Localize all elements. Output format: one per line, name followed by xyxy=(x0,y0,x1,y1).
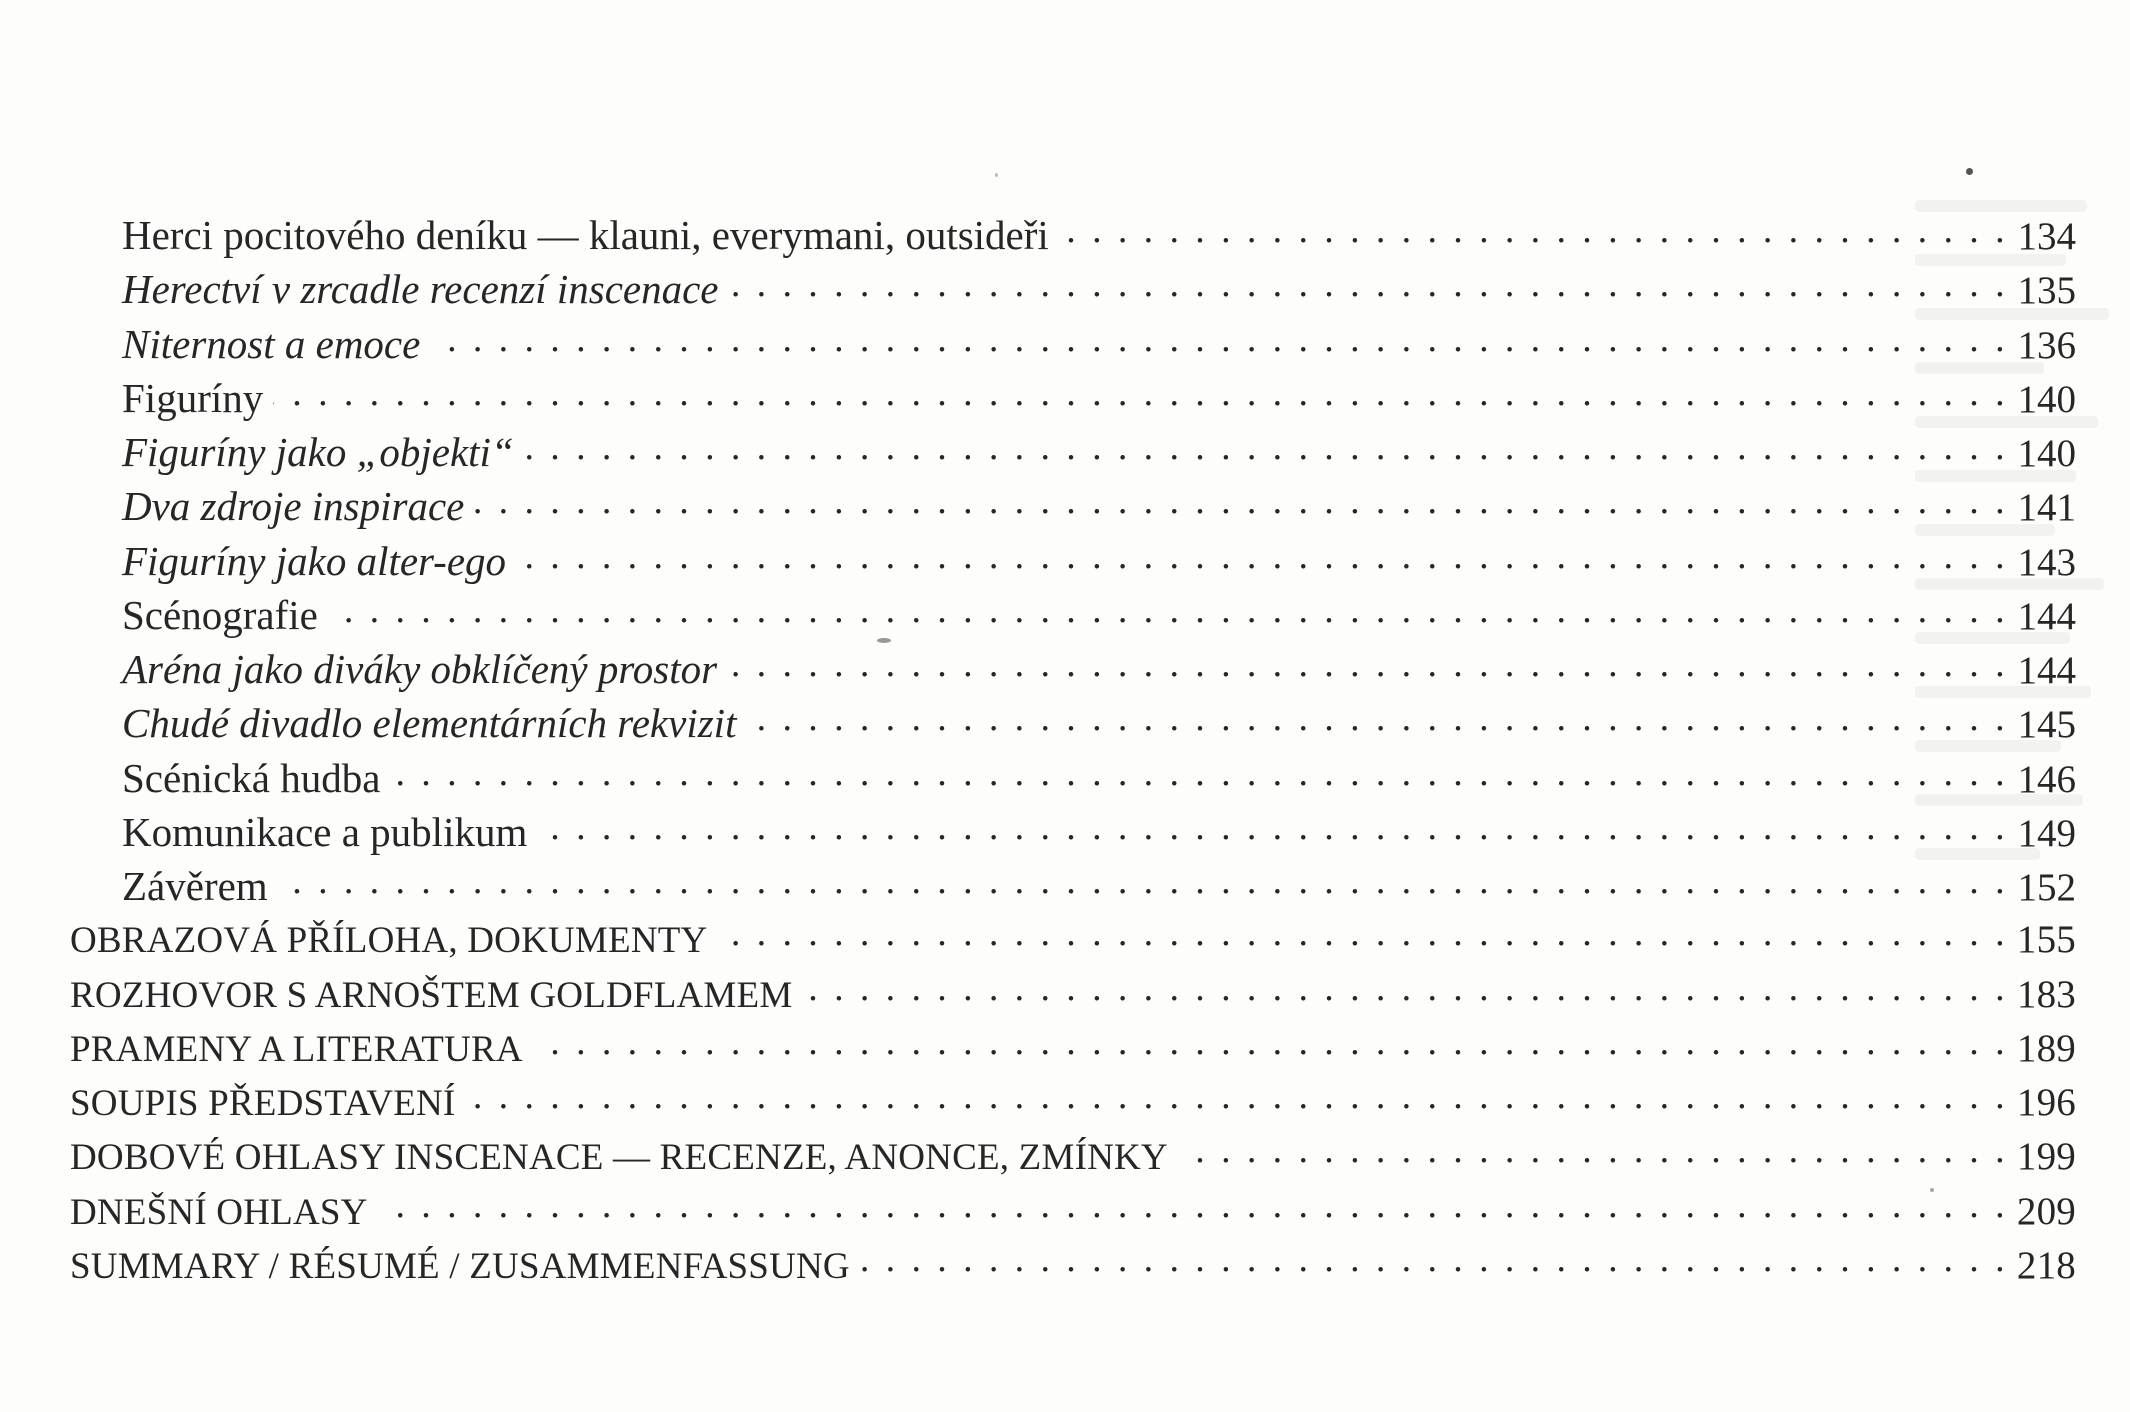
toc-entry-title: Závěrem xyxy=(122,863,268,909)
dot-leader xyxy=(1178,1132,2008,1169)
toc-entry[interactable] xyxy=(70,317,2076,371)
table-of-contents xyxy=(70,208,2076,1293)
dot-leader xyxy=(378,1187,2008,1224)
dust-speck xyxy=(995,173,998,177)
toc-entry-title: DNEŠNÍ OHLASY xyxy=(70,1191,368,1233)
dot-leader xyxy=(430,317,2008,358)
toc-entry[interactable] xyxy=(70,1076,2076,1130)
toc-entry[interactable] xyxy=(70,1022,2076,1076)
toc-entry-title: SUMMARY / RÉSUMÉ / ZUSAMMENFASSUNG xyxy=(70,1245,850,1287)
toc-entry-page: 143 xyxy=(2017,540,2076,584)
toc-entry-page: 152 xyxy=(2017,866,2076,909)
dot-leader xyxy=(278,859,2008,900)
toc-entry-page: 149 xyxy=(2017,811,2076,855)
dot-leader xyxy=(533,1024,2008,1061)
dot-leader xyxy=(717,915,2008,952)
toc-entry-title: Niternost a emoce xyxy=(122,320,421,367)
dot-leader xyxy=(729,262,2008,303)
toc-entry-page: 141 xyxy=(2017,486,2076,530)
dot-leader xyxy=(390,751,2008,792)
toc-entry-title: Herectví v zrcadle recenzí inscenace xyxy=(122,266,719,313)
toc-entry-page: 140 xyxy=(2017,432,2076,475)
toc-entry-title: Aréna jako diváky obklíčený prostor xyxy=(122,646,718,692)
toc-entry-page: 209 xyxy=(2016,1189,2076,1233)
toc-entry[interactable] xyxy=(70,371,2076,425)
dot-leader xyxy=(746,696,2008,737)
toc-entry-title: Figuríny jako „objekti“ xyxy=(122,429,514,475)
toc-entry-page: 218 xyxy=(2016,1243,2076,1287)
toc-entry[interactable] xyxy=(70,588,2076,642)
toc-entry-title: Komunikace a publikum xyxy=(122,808,528,855)
toc-entry-title: Scénická hudba xyxy=(122,754,381,801)
toc-entry-title: Figuríny xyxy=(122,374,264,421)
toc-entry-title: OBRAZOVÁ PŘÍLOHA, DOKUMENTY xyxy=(70,920,708,962)
toc-entry-page: 144 xyxy=(2017,649,2076,692)
dot-leader xyxy=(860,1241,2008,1278)
dot-leader xyxy=(516,534,2008,575)
toc-entry-page: 183 xyxy=(2016,972,2076,1016)
toc-entry-page: 146 xyxy=(2017,757,2076,801)
toc-entry-page: 135 xyxy=(2017,269,2076,313)
toc-entry[interactable] xyxy=(70,859,2076,913)
toc-entry[interactable] xyxy=(70,425,2076,479)
toc-entry-page: 134 xyxy=(2017,215,2076,258)
toc-entry-title: Figuríny jako alter-ego xyxy=(122,537,507,584)
toc-entry[interactable] xyxy=(70,208,2076,262)
toc-entry-title: SOUPIS PŘEDSTAVENÍ xyxy=(70,1083,456,1124)
toc-entry-title: Herci pocitového deníku — klauni, everymani, outsideři xyxy=(122,212,1049,258)
toc-entry-page: 144 xyxy=(2017,594,2076,638)
toc-entry-title: Dva zdroje inspirace xyxy=(122,483,465,530)
toc-entry[interactable] xyxy=(70,479,2076,533)
dot-leader xyxy=(474,479,2008,520)
toc-entry-page: 189 xyxy=(2016,1026,2076,1070)
toc-entry-title: DOBOVÉ OHLASY INSCENACE — RECENZE, ANONCE, ZMÍNKY xyxy=(70,1137,1168,1179)
toc-entry[interactable] xyxy=(70,642,2076,696)
toc-entry-page: 155 xyxy=(2016,918,2076,962)
toc-entry[interactable] xyxy=(70,1185,2076,1239)
toc-entry-page: 145 xyxy=(2017,703,2076,747)
dot-leader xyxy=(802,970,2008,1007)
toc-entry[interactable] xyxy=(70,1239,2076,1293)
toc-entry[interactable] xyxy=(70,1130,2076,1184)
dust-speck xyxy=(1966,168,1973,175)
dot-leader xyxy=(537,805,2008,846)
dot-leader xyxy=(727,642,2008,683)
toc-entry[interactable] xyxy=(70,751,2076,805)
toc-entry[interactable] xyxy=(70,262,2076,316)
dot-leader xyxy=(273,371,2008,412)
toc-entry[interactable] xyxy=(70,968,2076,1022)
toc-entry-page: 196 xyxy=(2016,1081,2076,1124)
dot-leader xyxy=(465,1078,2008,1115)
toc-entry-page: 199 xyxy=(2016,1135,2076,1179)
dot-leader xyxy=(1059,208,2008,249)
toc-entry[interactable] xyxy=(70,913,2076,967)
toc-entry-title: PRAMENY A LITERATURA xyxy=(70,1028,523,1070)
toc-entry[interactable] xyxy=(70,534,2076,588)
toc-entry[interactable] xyxy=(70,696,2076,750)
toc-entry-title: Scénografie xyxy=(122,591,318,638)
toc-entry-title: ROZHOVOR S ARNOŠTEM GOLDFLAMEM xyxy=(70,974,793,1016)
toc-entry-page: 140 xyxy=(2017,377,2076,421)
dot-leader xyxy=(524,425,2008,466)
dot-leader xyxy=(328,588,2008,629)
toc-entry-title: Chudé divadlo elementárních rekvizit xyxy=(122,700,737,747)
toc-entry[interactable] xyxy=(70,805,2076,859)
toc-entry-page: 136 xyxy=(2017,323,2076,367)
